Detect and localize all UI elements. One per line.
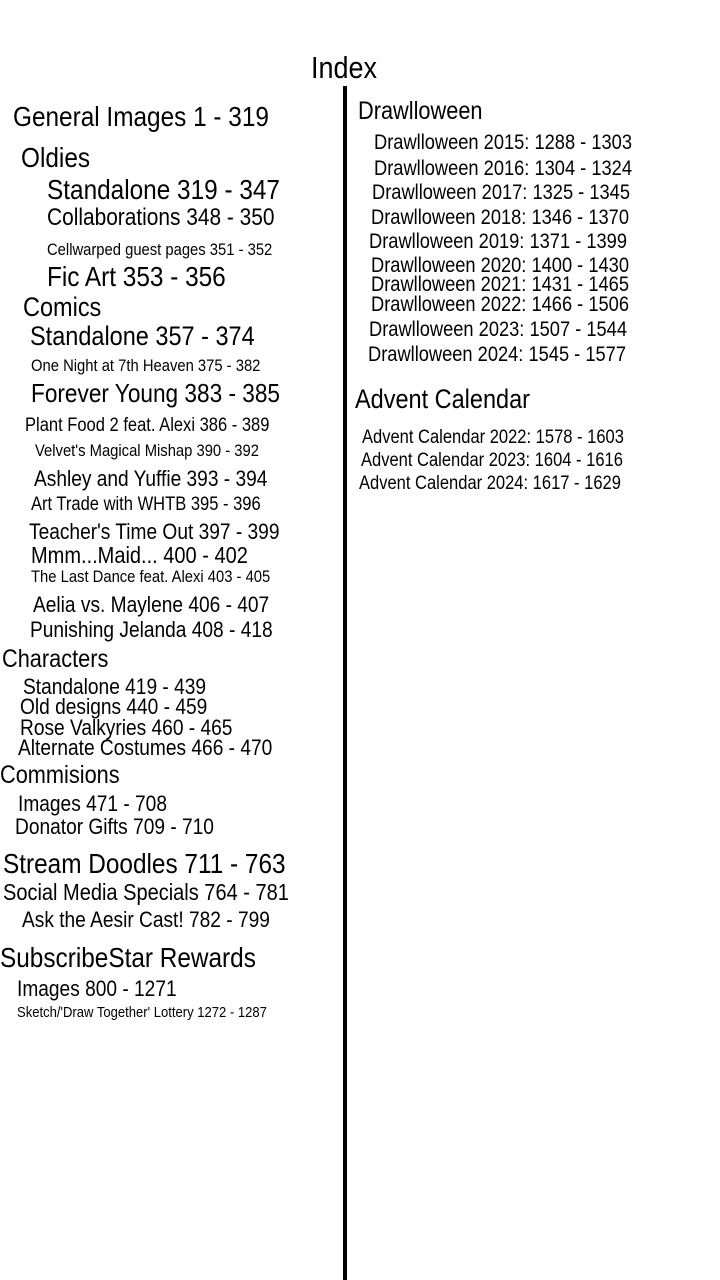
drawlloween-entry[interactable]: Drawlloween 2019: 1371 - 1399 xyxy=(369,230,627,253)
index-entry[interactable]: Images 471 - 708 xyxy=(18,791,167,816)
advent-entry[interactable]: Advent Calendar 2022: 1578 - 1603 xyxy=(362,427,624,448)
drawlloween-entry[interactable]: Drawlloween 2022: 1466 - 1506 xyxy=(371,293,629,316)
section-drawlloween: Drawlloween xyxy=(358,97,483,125)
index-entry[interactable]: Forever Young 383 - 385 xyxy=(31,378,281,408)
index-entry[interactable]: Rose Valkyries 460 - 465 xyxy=(20,715,233,740)
column-divider xyxy=(343,86,347,1280)
index-entry[interactable]: Ashley and Yuffie 393 - 394 xyxy=(34,466,268,491)
index-entry[interactable]: Standalone 319 - 347 xyxy=(47,174,280,205)
page-title: Index xyxy=(311,50,377,85)
index-entry[interactable]: Fic Art 353 - 356 xyxy=(47,261,226,292)
drawlloween-entry[interactable]: Drawlloween 2024: 1545 - 1577 xyxy=(368,343,626,366)
index-entry[interactable]: Alternate Costumes 466 - 470 xyxy=(18,735,273,760)
index-entry[interactable]: Standalone 357 - 374 xyxy=(30,321,255,351)
index-entry[interactable]: Donator Gifts 709 - 710 xyxy=(15,814,214,839)
index-entry[interactable]: Velvet's Magical Mishap 390 - 392 xyxy=(35,441,259,460)
drawlloween-entry[interactable]: Drawlloween 2016: 1304 - 1324 xyxy=(374,157,632,180)
section-comics: Comics xyxy=(23,292,102,322)
index-entry[interactable]: The Last Dance feat. Alexi 403 - 405 xyxy=(31,567,271,586)
index-entry[interactable]: Sketch/'Draw Together' Lottery 1272 - 1287 xyxy=(17,1004,267,1021)
index-entry[interactable]: Aelia vs. Maylene 406 - 407 xyxy=(33,592,270,617)
section-oldies: Oldies xyxy=(21,142,91,173)
index-entry[interactable]: Art Trade with WHTB 395 - 396 xyxy=(31,494,261,515)
index-entry[interactable]: Mmm...Maid... 400 - 402 xyxy=(31,542,248,568)
drawlloween-entry[interactable]: Drawlloween 2023: 1507 - 1544 xyxy=(369,318,627,341)
section-advent-calendar: Advent Calendar xyxy=(355,384,530,414)
index-entry[interactable]: Collaborations 348 - 350 xyxy=(47,204,275,231)
index-entry[interactable]: Images 800 - 1271 xyxy=(17,976,177,1001)
index-entry[interactable]: One Night at 7th Heaven 375 - 382 xyxy=(31,356,261,375)
section-social-media-specials[interactable]: Social Media Specials 764 - 781 xyxy=(3,879,289,905)
section-general-images[interactable]: General Images 1 - 319 xyxy=(13,101,269,132)
index-entry[interactable]: Old designs 440 - 459 xyxy=(20,694,208,719)
drawlloween-entry[interactable]: Drawlloween 2017: 1325 - 1345 xyxy=(372,181,630,204)
index-entry[interactable]: Teacher's Time Out 397 - 399 xyxy=(29,519,280,544)
advent-entry[interactable]: Advent Calendar 2023: 1604 - 1616 xyxy=(361,450,623,471)
index-entry[interactable]: Punishing Jelanda 408 - 418 xyxy=(30,617,273,642)
index-entry[interactable]: Ask the Aesir Cast! 782 - 799 xyxy=(22,907,270,932)
index-entry[interactable]: Plant Food 2 feat. Alexi 386 - 389 xyxy=(25,415,270,436)
index-entry[interactable]: Cellwarped guest pages 351 - 352 xyxy=(47,240,273,259)
drawlloween-entry[interactable]: Drawlloween 2018: 1346 - 1370 xyxy=(371,206,629,229)
drawlloween-entry[interactable]: Drawlloween 2015: 1288 - 1303 xyxy=(374,131,632,154)
section-characters: Characters xyxy=(2,645,109,673)
section-subscribestar-rewards: SubscribeStar Rewards xyxy=(0,942,256,973)
section-commisions: Commisions xyxy=(0,761,120,789)
advent-entry[interactable]: Advent Calendar 2024: 1617 - 1629 xyxy=(359,473,621,494)
index-entry[interactable]: Standalone 419 - 439 xyxy=(23,674,207,699)
drawlloween-entry[interactable]: Drawlloween 2021: 1431 - 1465 xyxy=(371,273,629,296)
section-stream-doodles[interactable]: Stream Doodles 711 - 763 xyxy=(3,848,286,879)
drawlloween-entry[interactable]: Drawlloween 2020: 1400 - 1430 xyxy=(371,254,629,277)
